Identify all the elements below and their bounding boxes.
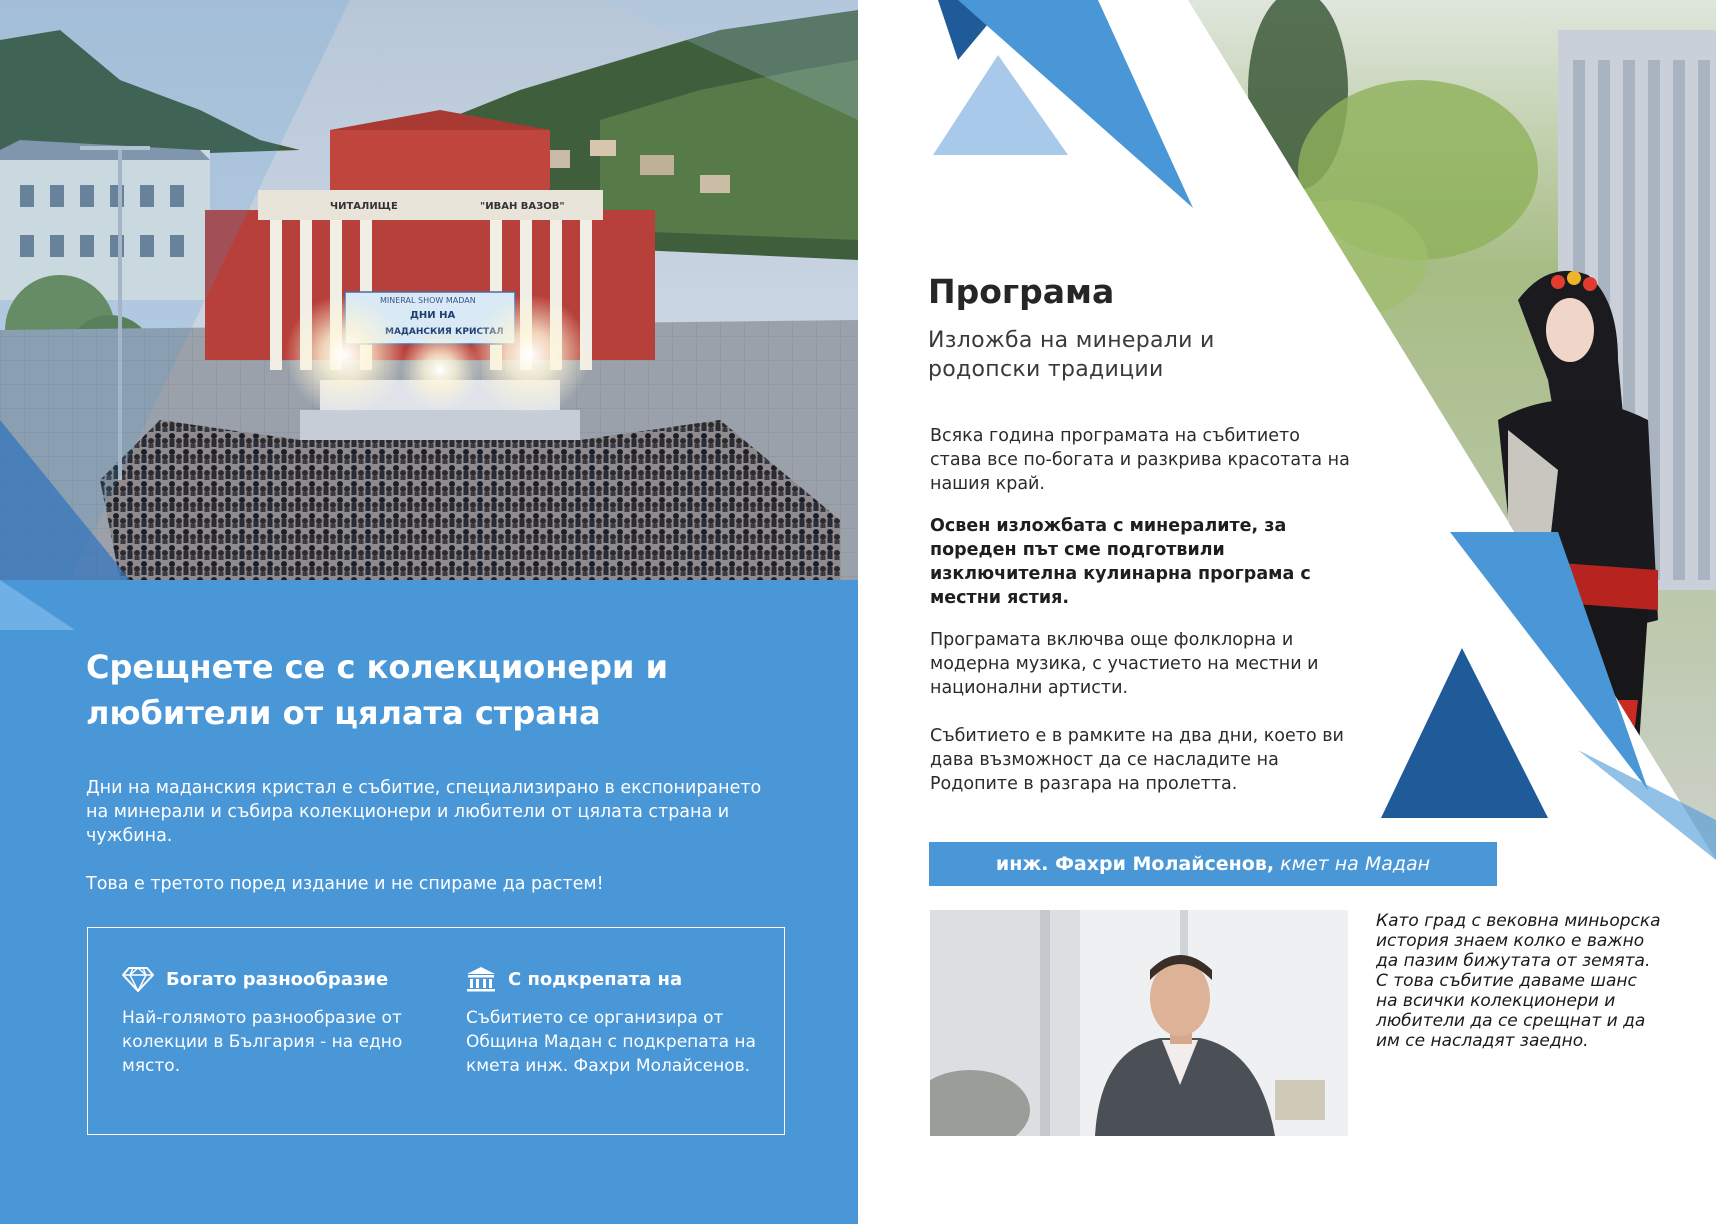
- mayor-photo: [930, 910, 1348, 1136]
- left-heading-line-1: Срещнете се с колекционери и: [86, 648, 668, 686]
- decor-triangle-left: [0, 520, 90, 630]
- right-page: [858, 0, 1716, 1224]
- event-photo: [0, 0, 858, 580]
- mayor-role: кмет на Мадан: [1280, 853, 1431, 875]
- feature-support-header: [466, 964, 756, 994]
- program-paragraph-1: Всяка година програмата на събитието става все по-богата и разкрива красотата на нашия край.: [930, 426, 1350, 494]
- program-paragraph-dates: Събитието е в рамките на два дни, което ви дава възможност да се насладите на Родопите в разгара на пролетта.: [930, 726, 1344, 794]
- left-edition-paragraph: Това е третото поред издание и не спираме да растем!: [86, 874, 604, 894]
- feature-support-text: Събитието се организира от Община Мадан с подкрепата на кмета инж. Фахри Молайсенов.: [466, 1008, 756, 1076]
- program-paragraph-culinary: Освен изложбата с минералите, за пореден път сме подготвили изключителна кулинарна програма с местни ястия.: [930, 516, 1311, 608]
- left-intro-paragraph: Дни на маданския кристал е събитие, специализирано в експонирането на минерали и събира колекционери и любители от цялата страна и чужбина.: [86, 778, 762, 846]
- mayor-quote: Като град с вековна миньорска история знаем колко е важно да пазим бижутата от земята. С това събитие даваме шанс на всички колекционери и любители да се срещнат и да им се насладят заедно.: [1376, 911, 1661, 1051]
- feature-support-title: С подкрепата на: [508, 968, 683, 990]
- feature-variety-text: Най-голямото разнообразие от колекции в България - на едно място.: [122, 1008, 403, 1076]
- left-heading: [86, 644, 806, 736]
- banner-top-text: MINERAL SHOW MADAN: [380, 296, 476, 305]
- institution-icon: [466, 966, 496, 992]
- feature-variety-title: Богато разнообразие: [166, 968, 389, 990]
- banner-line-2: МАДАНСКИЯ: [385, 327, 452, 337]
- mayor-name: инж. Фахри Молайсенов,: [995, 853, 1275, 875]
- feature-variety-header: [122, 964, 412, 994]
- building-sign-left: ЧИТАЛИЩЕ: [330, 201, 398, 212]
- diamond-icon: [122, 966, 154, 992]
- building-sign-right: "ИВАН ВАЗОВ": [480, 201, 565, 212]
- feature-support: [466, 964, 756, 1078]
- program-subtitle: Изложба на минерали и родопски традиции: [928, 328, 1215, 382]
- feature-variety: [122, 964, 412, 1078]
- event-photo-illustration: [0, 0, 858, 580]
- banner-line-1: ДНИ НА: [410, 310, 456, 321]
- left-heading-line-2: любители от цялата страна: [86, 694, 601, 732]
- program-title: Програма: [928, 272, 1115, 311]
- mayor-photo-illustration: [930, 910, 1348, 1136]
- program-paragraph-music: Програмата включва още фолклорна и модерна музика, с участието на местни и национални артисти.: [930, 630, 1319, 698]
- mayor-banner: [929, 842, 1497, 886]
- features-box: [87, 927, 785, 1135]
